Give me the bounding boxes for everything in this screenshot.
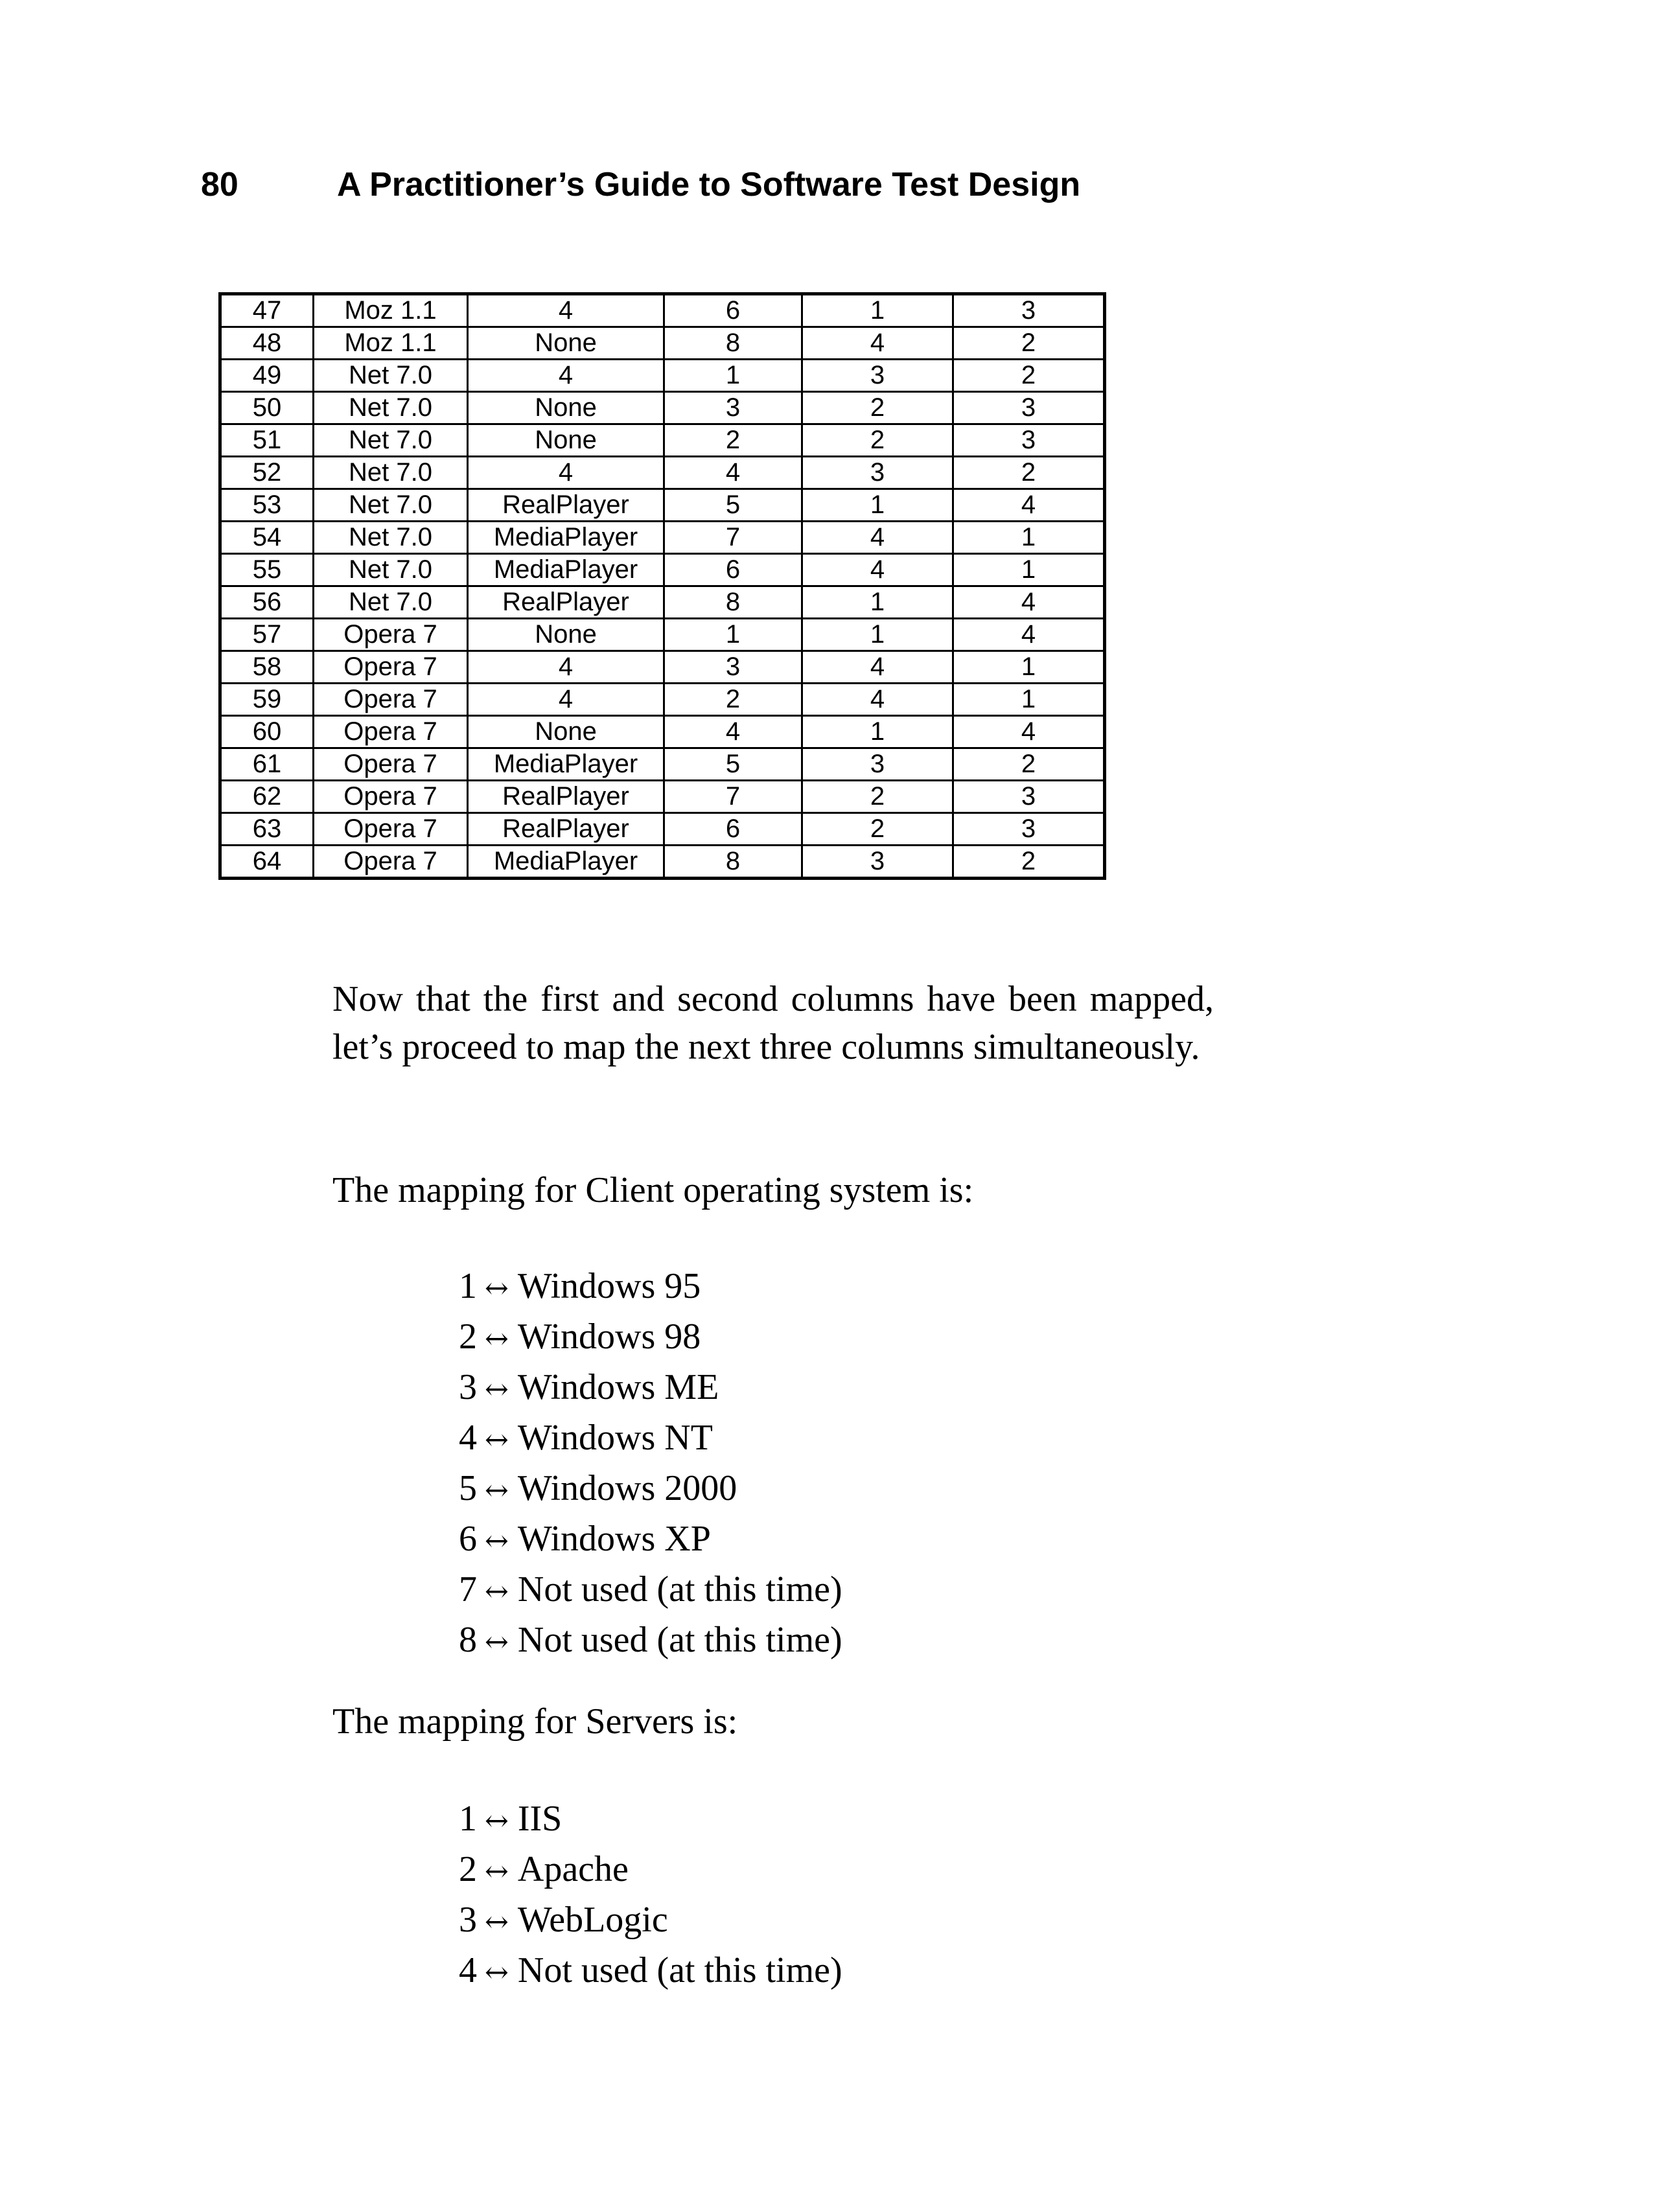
server-cell: 1 bbox=[802, 294, 953, 327]
mapping-item bbox=[459, 1795, 842, 1845]
mapping-value: Windows 98 bbox=[517, 1317, 701, 1357]
mapping-value: WebLogic bbox=[517, 1900, 668, 1940]
row-number-cell: 53 bbox=[220, 489, 314, 522]
bidirectional-arrow-icon: ↔ bbox=[485, 1855, 509, 1888]
os-mapping-list bbox=[459, 1262, 842, 1666]
row-number-cell: 61 bbox=[220, 748, 314, 781]
browser-cell: Net 7.0 bbox=[314, 360, 468, 392]
plugin-cell: None bbox=[468, 392, 664, 424]
database-cell: 3 bbox=[953, 813, 1105, 846]
mapping-value: Windows 95 bbox=[517, 1266, 701, 1306]
bidirectional-arrow-icon: ↔ bbox=[485, 1575, 509, 1608]
browser-cell: Opera 7 bbox=[314, 748, 468, 781]
plugin-cell: 4 bbox=[468, 294, 664, 327]
row-number-cell: 63 bbox=[220, 813, 314, 846]
row-number-cell: 59 bbox=[220, 684, 314, 716]
mapping-item bbox=[459, 1616, 842, 1666]
row-number-cell: 62 bbox=[220, 781, 314, 813]
browser-cell: Net 7.0 bbox=[314, 522, 468, 554]
table-row bbox=[220, 424, 1105, 457]
os-cell: 8 bbox=[664, 327, 802, 360]
table-row bbox=[220, 813, 1105, 846]
plugin-cell: 4 bbox=[468, 651, 664, 684]
mapping-item bbox=[459, 1515, 842, 1565]
os-cell: 5 bbox=[664, 489, 802, 522]
row-number-cell: 54 bbox=[220, 522, 314, 554]
plugin-cell: 4 bbox=[468, 360, 664, 392]
mapping-key: 7 bbox=[459, 1569, 477, 1609]
os-cell: 1 bbox=[664, 619, 802, 651]
paragraph-server-mapping-heading: The mapping for Servers is: bbox=[332, 1701, 738, 1742]
row-number-cell: 48 bbox=[220, 327, 314, 360]
database-cell: 1 bbox=[953, 651, 1105, 684]
mapping-key: 8 bbox=[459, 1620, 477, 1660]
server-cell: 1 bbox=[802, 716, 953, 748]
mapping-value: Not used (at this time) bbox=[517, 1620, 842, 1660]
plugin-cell: MediaPlayer bbox=[468, 748, 664, 781]
mapping-key: 6 bbox=[459, 1519, 477, 1559]
table-row bbox=[220, 586, 1105, 619]
mapping-item bbox=[459, 1565, 842, 1616]
database-cell: 2 bbox=[953, 457, 1105, 489]
row-number-cell: 51 bbox=[220, 424, 314, 457]
os-cell: 4 bbox=[664, 457, 802, 489]
database-cell: 2 bbox=[953, 748, 1105, 781]
table-row bbox=[220, 716, 1105, 748]
row-number-cell: 56 bbox=[220, 586, 314, 619]
table-row bbox=[220, 392, 1105, 424]
database-cell: 4 bbox=[953, 716, 1105, 748]
paragraph-os-mapping-heading: The mapping for Client operating system is: bbox=[332, 1170, 974, 1210]
browser-cell: Moz 1.1 bbox=[314, 294, 468, 327]
mapping-key: 5 bbox=[459, 1468, 477, 1508]
row-number-cell: 49 bbox=[220, 360, 314, 392]
mapping-item bbox=[459, 1262, 842, 1313]
browser-cell: Net 7.0 bbox=[314, 554, 468, 586]
plugin-cell: RealPlayer bbox=[468, 781, 664, 813]
server-cell: 3 bbox=[802, 846, 953, 879]
mapping-value: Windows 2000 bbox=[517, 1468, 737, 1508]
table-row bbox=[220, 360, 1105, 392]
server-cell: 2 bbox=[802, 813, 953, 846]
database-cell: 3 bbox=[953, 392, 1105, 424]
mapping-key: 1 bbox=[459, 1799, 477, 1839]
database-cell: 4 bbox=[953, 489, 1105, 522]
os-cell: 8 bbox=[664, 846, 802, 879]
browser-cell: Opera 7 bbox=[314, 619, 468, 651]
mapping-value: Not used (at this time) bbox=[517, 1569, 842, 1609]
plugin-cell: RealPlayer bbox=[468, 586, 664, 619]
plugin-cell: MediaPlayer bbox=[468, 554, 664, 586]
plugin-cell: MediaPlayer bbox=[468, 522, 664, 554]
table-row bbox=[220, 748, 1105, 781]
mapping-item bbox=[459, 1313, 842, 1363]
bidirectional-arrow-icon: ↔ bbox=[485, 1906, 509, 1939]
plugin-cell: None bbox=[468, 716, 664, 748]
table-row bbox=[220, 327, 1105, 360]
bidirectional-arrow-icon: ↔ bbox=[485, 1525, 509, 1558]
table-row bbox=[220, 489, 1105, 522]
row-number-cell: 47 bbox=[220, 294, 314, 327]
table-row bbox=[220, 294, 1105, 327]
mapping-key: 4 bbox=[459, 1950, 477, 1990]
mapping-value: Windows NT bbox=[517, 1418, 713, 1458]
os-cell: 8 bbox=[664, 586, 802, 619]
page-number: 80 bbox=[201, 166, 238, 203]
database-cell: 4 bbox=[953, 619, 1105, 651]
database-cell: 1 bbox=[953, 554, 1105, 586]
os-cell: 6 bbox=[664, 813, 802, 846]
database-cell: 1 bbox=[953, 522, 1105, 554]
mapping-value: IIS bbox=[517, 1799, 563, 1839]
browser-cell: Opera 7 bbox=[314, 684, 468, 716]
server-cell: 4 bbox=[802, 554, 953, 586]
bidirectional-arrow-icon: ↔ bbox=[485, 1322, 509, 1355]
page-header bbox=[201, 162, 1659, 207]
mapping-item bbox=[459, 1414, 842, 1464]
plugin-cell: 4 bbox=[468, 684, 664, 716]
table-row bbox=[220, 457, 1105, 489]
server-cell: 4 bbox=[802, 327, 953, 360]
browser-cell: Opera 7 bbox=[314, 781, 468, 813]
browser-cell: Net 7.0 bbox=[314, 586, 468, 619]
browser-cell: Opera 7 bbox=[314, 813, 468, 846]
server-cell: 2 bbox=[802, 424, 953, 457]
mapping-item bbox=[459, 1896, 842, 1946]
mapping-value: Windows XP bbox=[517, 1519, 711, 1559]
row-number-cell: 60 bbox=[220, 716, 314, 748]
row-number-cell: 57 bbox=[220, 619, 314, 651]
mapping-key: 2 bbox=[459, 1317, 477, 1357]
bidirectional-arrow-icon: ↔ bbox=[485, 1626, 509, 1659]
mapping-key: 4 bbox=[459, 1418, 477, 1458]
server-cell: 3 bbox=[802, 748, 953, 781]
database-cell: 4 bbox=[953, 586, 1105, 619]
database-cell: 1 bbox=[953, 684, 1105, 716]
test-case-table-body bbox=[220, 294, 1105, 879]
plugin-cell: None bbox=[468, 327, 664, 360]
server-cell: 2 bbox=[802, 392, 953, 424]
os-cell: 2 bbox=[664, 424, 802, 457]
plugin-cell: MediaPlayer bbox=[468, 846, 664, 879]
server-cell: 4 bbox=[802, 651, 953, 684]
database-cell: 3 bbox=[953, 781, 1105, 813]
row-number-cell: 52 bbox=[220, 457, 314, 489]
server-cell: 2 bbox=[802, 781, 953, 813]
mapping-item bbox=[459, 1946, 842, 1997]
os-cell: 1 bbox=[664, 360, 802, 392]
table-row bbox=[220, 781, 1105, 813]
paragraph-intro: Now that the first and second columns have been mapped, let’s proceed to map the next three columns simultaneously. bbox=[332, 979, 1214, 1067]
os-cell: 3 bbox=[664, 651, 802, 684]
database-cell: 2 bbox=[953, 360, 1105, 392]
bidirectional-arrow-icon: ↔ bbox=[485, 1272, 509, 1305]
mapping-key: 3 bbox=[459, 1367, 477, 1407]
test-case-table bbox=[218, 292, 1106, 880]
test-case-table-container bbox=[218, 292, 1106, 880]
os-cell: 7 bbox=[664, 781, 802, 813]
table-row bbox=[220, 846, 1105, 879]
mapping-value: Not used (at this time) bbox=[517, 1950, 842, 1990]
browser-cell: Net 7.0 bbox=[314, 424, 468, 457]
table-row bbox=[220, 684, 1105, 716]
os-cell: 3 bbox=[664, 392, 802, 424]
browser-cell: Opera 7 bbox=[314, 846, 468, 879]
server-cell: 1 bbox=[802, 619, 953, 651]
database-cell: 3 bbox=[953, 294, 1105, 327]
browser-cell: Moz 1.1 bbox=[314, 327, 468, 360]
plugin-cell: None bbox=[468, 424, 664, 457]
mapping-key: 2 bbox=[459, 1849, 477, 1889]
mapping-key: 1 bbox=[459, 1266, 477, 1306]
bidirectional-arrow-icon: ↔ bbox=[485, 1804, 509, 1838]
bidirectional-arrow-icon: ↔ bbox=[485, 1373, 509, 1406]
row-number-cell: 50 bbox=[220, 392, 314, 424]
os-cell: 2 bbox=[664, 684, 802, 716]
server-cell: 3 bbox=[802, 360, 953, 392]
database-cell: 3 bbox=[953, 424, 1105, 457]
os-cell: 7 bbox=[664, 522, 802, 554]
plugin-cell: RealPlayer bbox=[468, 813, 664, 846]
mapping-value: Windows ME bbox=[517, 1367, 719, 1407]
row-number-cell: 64 bbox=[220, 846, 314, 879]
browser-cell: Net 7.0 bbox=[314, 392, 468, 424]
bidirectional-arrow-icon: ↔ bbox=[485, 1423, 509, 1457]
mapping-item bbox=[459, 1464, 842, 1515]
database-cell: 2 bbox=[953, 846, 1105, 879]
server-cell: 1 bbox=[802, 586, 953, 619]
os-cell: 5 bbox=[664, 748, 802, 781]
server-cell: 1 bbox=[802, 489, 953, 522]
row-number-cell: 58 bbox=[220, 651, 314, 684]
browser-cell: Opera 7 bbox=[314, 716, 468, 748]
bidirectional-arrow-icon: ↔ bbox=[485, 1474, 509, 1507]
server-cell: 3 bbox=[802, 457, 953, 489]
table-row bbox=[220, 619, 1105, 651]
browser-cell: Net 7.0 bbox=[314, 489, 468, 522]
table-row bbox=[220, 522, 1105, 554]
mapping-key: 3 bbox=[459, 1900, 477, 1940]
plugin-cell: RealPlayer bbox=[468, 489, 664, 522]
table-row bbox=[220, 554, 1105, 586]
server-cell: 4 bbox=[802, 684, 953, 716]
plugin-cell: None bbox=[468, 619, 664, 651]
table-row bbox=[220, 651, 1105, 684]
row-number-cell: 55 bbox=[220, 554, 314, 586]
server-cell: 4 bbox=[802, 522, 953, 554]
mapping-item bbox=[459, 1845, 842, 1896]
os-cell: 4 bbox=[664, 716, 802, 748]
browser-cell: Opera 7 bbox=[314, 651, 468, 684]
mapping-item bbox=[459, 1363, 842, 1414]
os-cell: 6 bbox=[664, 554, 802, 586]
bidirectional-arrow-icon: ↔ bbox=[485, 1956, 509, 1989]
plugin-cell: 4 bbox=[468, 457, 664, 489]
os-cell: 6 bbox=[664, 294, 802, 327]
running-title: A Practitioner’s Guide to Software Test Design bbox=[337, 166, 1081, 203]
browser-cell: Net 7.0 bbox=[314, 457, 468, 489]
mapping-value: Apache bbox=[517, 1849, 629, 1889]
database-cell: 2 bbox=[953, 327, 1105, 360]
server-mapping-list bbox=[459, 1795, 842, 1997]
